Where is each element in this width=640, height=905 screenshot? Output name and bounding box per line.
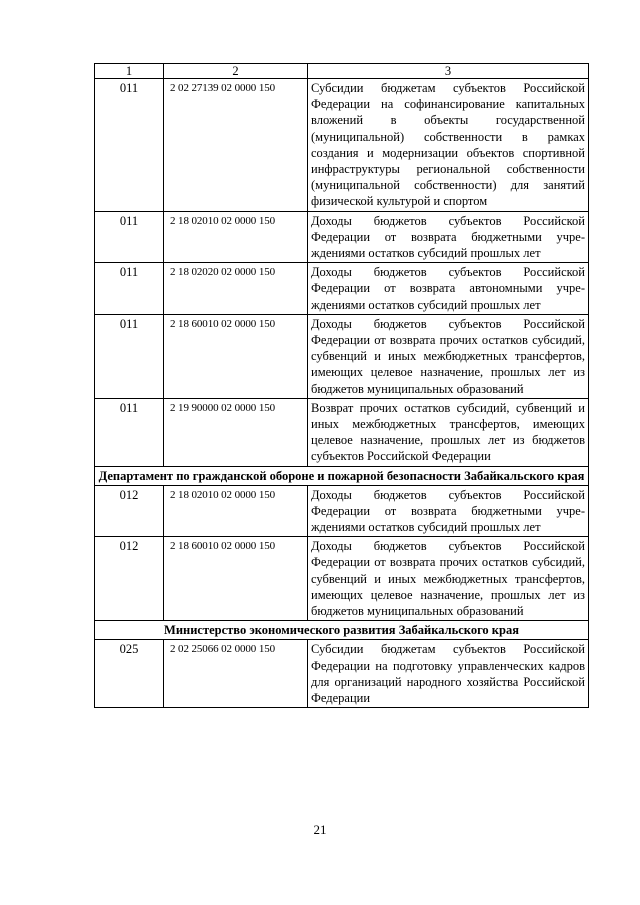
budget-code-cell: 2 18 02020 02 0000 150 (164, 263, 308, 315)
budget-code-cell: 2 18 02010 02 0000 150 (164, 485, 308, 537)
table-body (95, 79, 589, 708)
description-cell: Доходы бюджетов субъектов Российской Федерации от возврата бюджетными учреждениями остатков субсидий прошлых лет (308, 211, 589, 263)
budget-code-cell: 2 18 60010 02 0000 150 (164, 537, 308, 621)
description-cell: Возврат прочих остатков субсидий, субвенций и иных межбюджетных трансфертов, имеющих целевое назначение, прошлых лет из бюджетов субъектов Российской Федерации (308, 398, 589, 466)
table-row (95, 537, 589, 621)
page-number: 21 (313, 822, 327, 837)
admin-code-cell: 011 (95, 211, 164, 263)
section-title: Министерство экономического развития Забайкальского края (95, 621, 589, 640)
admin-code-cell: 012 (95, 537, 164, 621)
budget-code-cell: 2 02 27139 02 0000 150 (164, 79, 308, 212)
description-cell: Субсидии бюджетам субъектов Российской Федерации на софинансирование капитальных вложений в объекты государственной (муниципальной) собственности в рамках создания и модернизации объектов спортивной инфраструктуры региональной собственности (муниципальной собственности) для занятий физической культурой и спортом (308, 79, 589, 212)
column-header: 3 (308, 64, 589, 79)
budget-code-table (94, 63, 589, 708)
description-cell: Субсидии бюджетам субъектов Российской Федерации на подготовку управленческих кадров для организаций народного хозяйства Российской Федерации (308, 640, 589, 708)
admin-code-cell: 011 (95, 398, 164, 466)
section-header-row (95, 621, 589, 640)
description-cell: Доходы бюджетов субъектов Российской Федерации от возврата автономными учреждениями остатков субсидий прошлых лет (308, 263, 589, 315)
admin-code-cell: 012 (95, 485, 164, 537)
table-row (95, 640, 589, 708)
table-row (95, 263, 589, 315)
admin-code-cell: 025 (95, 640, 164, 708)
description-cell: Доходы бюджетов субъектов Российской Федерации от возврата прочих остатков субсидий, субвенций и иных межбюджетных трансфертов, имеющих целевое назначение, прошлых лет из бюджетов муниципальных образований (308, 314, 589, 398)
budget-code-cell: 2 19 90000 02 0000 150 (164, 398, 308, 466)
budget-code-cell: 2 18 60010 02 0000 150 (164, 314, 308, 398)
table-header (95, 64, 589, 79)
table-row (95, 79, 589, 212)
section-header-row (95, 466, 589, 485)
description-cell: Доходы бюджетов субъектов Российской Федерации от возврата прочих остатков субсидий, субвенций и иных межбюджетных трансфертов, имеющих целевое назначение, прошлых лет из бюджетов муниципальных образований (308, 537, 589, 621)
column-header: 1 (95, 64, 164, 79)
description-cell: Доходы бюджетов субъектов Российской Федерации от возврата бюджетными учреждениями остатков субсидий прошлых лет (308, 485, 589, 537)
admin-code-cell: 011 (95, 263, 164, 315)
table-row (95, 398, 589, 466)
table-row (95, 314, 589, 398)
budget-code-cell: 2 02 25066 02 0000 150 (164, 640, 308, 708)
table-row (95, 211, 589, 263)
section-title: Департамент по гражданской обороне и пожарной безопасности Забайкальского края (95, 466, 589, 485)
admin-code-cell: 011 (95, 314, 164, 398)
table-row (95, 485, 589, 537)
budget-code-cell: 2 18 02010 02 0000 150 (164, 211, 308, 263)
admin-code-cell: 011 (95, 79, 164, 212)
column-header: 2 (164, 64, 308, 79)
